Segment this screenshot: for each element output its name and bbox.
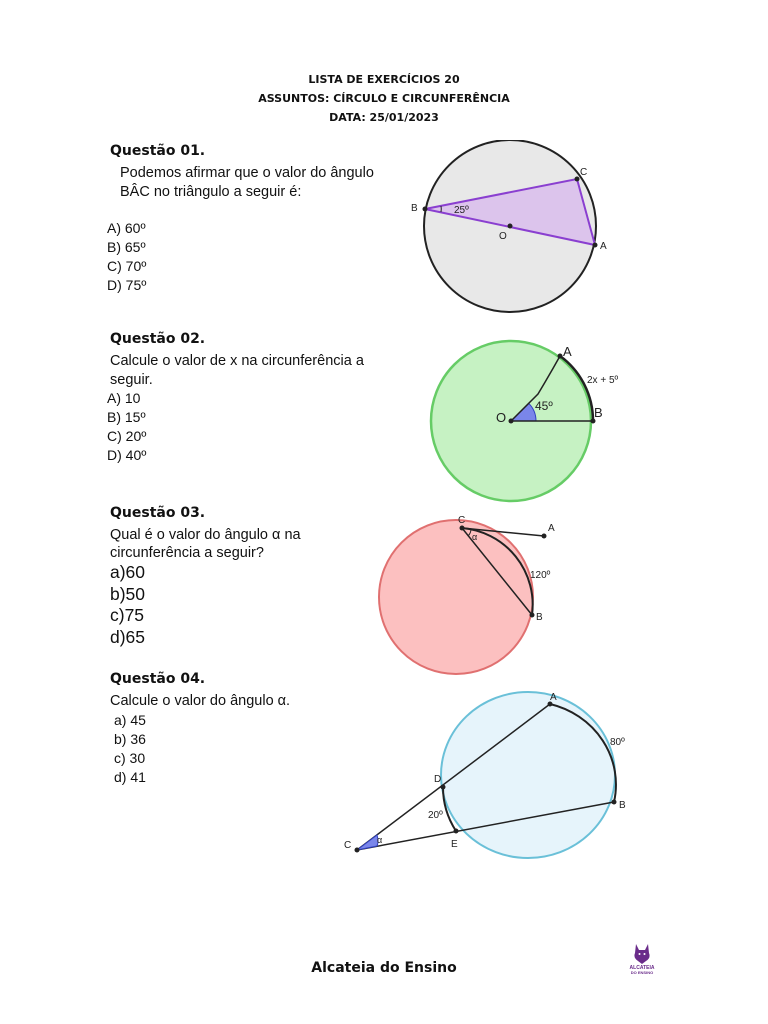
question-1-figure [400, 140, 610, 320]
question-3-title: Questão 03. [110, 505, 206, 521]
label-d: D [434, 774, 442, 785]
label-o: O [499, 231, 507, 242]
label-arc-big: 80º [610, 737, 625, 748]
option-a: A) 10 [107, 390, 141, 406]
footer-brand: Alcateia do Ensino [311, 960, 457, 976]
header-date: DATA: 25/01/2023 [329, 111, 439, 124]
label-b: B [411, 203, 418, 214]
question-2-text-line2: seguir. [110, 372, 153, 388]
option-b: b) 36 [114, 731, 146, 747]
option-d: d) 41 [114, 769, 146, 785]
label-arc: 2x + 5º [587, 375, 619, 386]
point-b [423, 207, 428, 212]
question-3-text-line1: Qual é o valor do ângulo α na [110, 527, 301, 543]
question-2-options [107, 389, 146, 465]
question-1-text-line1: Podemos afirmar que o valor do ângulo [120, 165, 374, 181]
question-1-title: Questão 01. [110, 143, 206, 159]
label-angle: 45º [535, 399, 553, 413]
question-4-text-line1: Calcule o valor do ângulo α. [110, 693, 291, 709]
question-4-title: Questão 04. [110, 671, 206, 687]
question-2-figure [420, 336, 640, 506]
option-a: a) 45 [114, 712, 146, 728]
point-a [542, 534, 547, 539]
label-a: A [563, 344, 572, 359]
question-1-options [107, 219, 146, 295]
circle [379, 520, 533, 674]
option-b: B) 15º [107, 409, 146, 425]
option-d: D) 75º [107, 277, 147, 293]
option-c: C) 20º [107, 428, 147, 444]
question-3-text-line2: circunferência a seguir? [110, 545, 264, 561]
label-a: A [550, 692, 557, 703]
label-alpha: α [472, 532, 478, 542]
document-header [0, 70, 768, 127]
question-3-options [110, 562, 145, 648]
circle [441, 692, 615, 858]
header-title: LISTA DE EXERCÍCIOS 20 [308, 73, 460, 86]
point-a [558, 354, 563, 359]
option-d: d)65 [110, 626, 146, 647]
option-b: b)50 [110, 583, 146, 604]
option-b: B) 65º [107, 239, 146, 255]
center-o [508, 224, 513, 229]
point-c [575, 177, 580, 182]
label-arc: 120º [530, 570, 551, 581]
wolf-logo-icon [622, 940, 662, 976]
point-b [530, 613, 535, 618]
question-4-figure [340, 690, 640, 870]
label-a: A [600, 241, 607, 252]
option-c: c)75 [110, 605, 145, 625]
question-1-text-line2: BÂC no triângulo a seguir é: [120, 184, 302, 200]
option-a: a)60 [110, 562, 146, 582]
logo-text-2: DO ENSINO [630, 970, 654, 975]
point-c [460, 526, 465, 531]
option-a: A) 60º [107, 220, 146, 236]
label-b: B [619, 800, 626, 811]
label-c: C [344, 840, 352, 851]
label-arc-small: 20º [428, 810, 443, 821]
point-d [441, 785, 446, 790]
option-d: D) 40º [107, 447, 147, 463]
center-o [509, 419, 514, 424]
label-b: B [594, 405, 603, 420]
option-c: C) 70º [107, 258, 147, 274]
angle-alpha-mark [357, 835, 378, 850]
question-4-options [114, 711, 146, 787]
point-e [454, 829, 459, 834]
label-o: O [496, 410, 507, 425]
question-2-text-line1: Calcule o valor de x na circunferência a [110, 353, 364, 369]
label-alpha: α [377, 835, 383, 845]
label-angle: 25º [454, 205, 469, 216]
point-c [355, 848, 360, 853]
label-e: E [451, 839, 458, 850]
point-a [593, 243, 598, 248]
label-b: B [536, 612, 543, 623]
label-a: A [548, 523, 555, 534]
header-subject: ASSUNTOS: CÍRCULO E CIRCUNFERÊNCIA [258, 92, 510, 105]
question-3-figure [372, 512, 572, 677]
logo-text-1: ALCATEIA [629, 965, 655, 971]
question-2-title: Questão 02. [110, 331, 206, 347]
option-c: c) 30 [114, 750, 146, 766]
label-c: C [580, 167, 588, 178]
point-b [612, 800, 617, 805]
label-c: C [458, 515, 466, 526]
